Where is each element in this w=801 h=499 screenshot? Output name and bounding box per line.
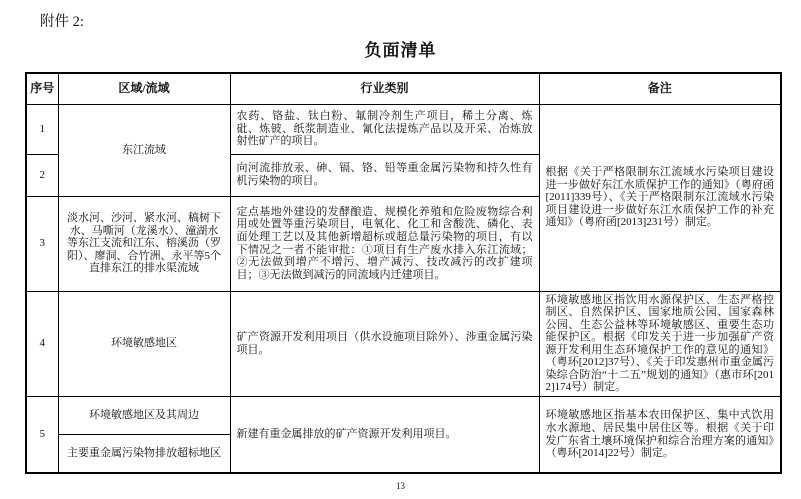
header-industry: 行业类别 (230, 73, 539, 104)
cell-seq-1: 1 (26, 104, 58, 154)
header-region: 区域/流域 (58, 73, 230, 104)
cell-remarks-4: 环境敏感地区指饮用水源保护区、生态严格控制区、自然保护区、国家地质公园、国家森林公园、生态公益林等环境敏感区、重要生态功能保护区。根据《印发关于进一步加强矿产资源开发利用生态环境保护工作的意见的通知》（粤环[2012]37号）、《关于印发惠州市重金属污染综合防治“十二五”规划的通知》（惠市环[2012]174号）制定。 (539, 291, 781, 396)
table-row-5a (26, 396, 781, 434)
header-seq: 序号 (26, 73, 58, 104)
table-header-row (26, 73, 781, 104)
cell-industry-4: 矿产资源开发利用项目（供水设施项目除外）、涉重金属污染项目。 (230, 291, 539, 396)
table-row-1 (26, 104, 781, 154)
cell-region-3: 淡水河、沙河、紧水河、稿树下水、马嘶河（龙溪水）、潼湖水等东江支流和江东、榕溪沥（罗阳）、廖洞、合竹洲、永平等5个直排东江的排水渠流域 (58, 196, 230, 291)
page-title: 负面清单 (364, 41, 437, 60)
page-number: 13 (396, 481, 405, 491)
cell-region-rows1-2: 东江流域 (58, 104, 230, 196)
cell-region-5-top: 环境敏感地区及其周边 (58, 396, 230, 434)
cell-seq-2: 2 (26, 154, 58, 196)
cell-seq-5: 5 (26, 396, 58, 473)
cell-remarks-rows1-3: 根据《关于严格限制东江流域水污染项目建设进一步做好东江水质保护工作的通知》（粤府函[2011]339号）、《关于严格限制东江流域水污染项目建设进一步做好东江水质保护工作的补充通知》（粤府函[2013]231号）制定。 (539, 104, 781, 291)
header-remarks: 备注 (539, 73, 781, 104)
cell-industry-5: 新建有重金属排放的矿产资源开发利用项目。 (230, 396, 539, 473)
cell-seq-4: 4 (26, 291, 58, 396)
cell-region-4: 环境敏感地区 (58, 291, 230, 396)
attachment-label: 附件 2: (40, 14, 84, 30)
cell-seq-3: 3 (26, 196, 58, 291)
cell-industry-2: 向河流排放汞、砷、镉、铬、铅等重金属污染物和持久性有机污染物的项目。 (230, 154, 539, 196)
negative-list-table (25, 72, 782, 474)
cell-region-5-bottom: 主要重金属污染物排放超标地区 (58, 434, 230, 473)
table-row-4 (26, 291, 781, 396)
cell-industry-3: 定点基地外建设的发酵酿造、规模化养殖和危险废物综合利用或处置等重污染项目，电氧化、化工和含酸洗、磷化、表面处理工艺以及其他新增超标或超总量污染物的项目，有以下情况之一者不能审批：①项目有生产废水排入东江流域；②无法做到增产不增污、增产减污、技改减污的改扩建项目；③无法做到减污的同流域内迁建项目。 (230, 196, 539, 291)
cell-industry-1: 农药、铬盐、钛白粉、氟制冷剂生产项目，稀土分离、炼砒、炼铍、纸浆制造业、氰化法提炼产品以及开采、冶炼放射性矿产的项目。 (230, 104, 539, 154)
cell-remarks-5: 环境敏感地区指基本农田保护区、集中式饮用水水源地、居民集中居住区等。根据《关于印发广东省土壤环境保护和综合治理方案的通知》（粤环[2014]22号）制定。 (539, 396, 781, 473)
